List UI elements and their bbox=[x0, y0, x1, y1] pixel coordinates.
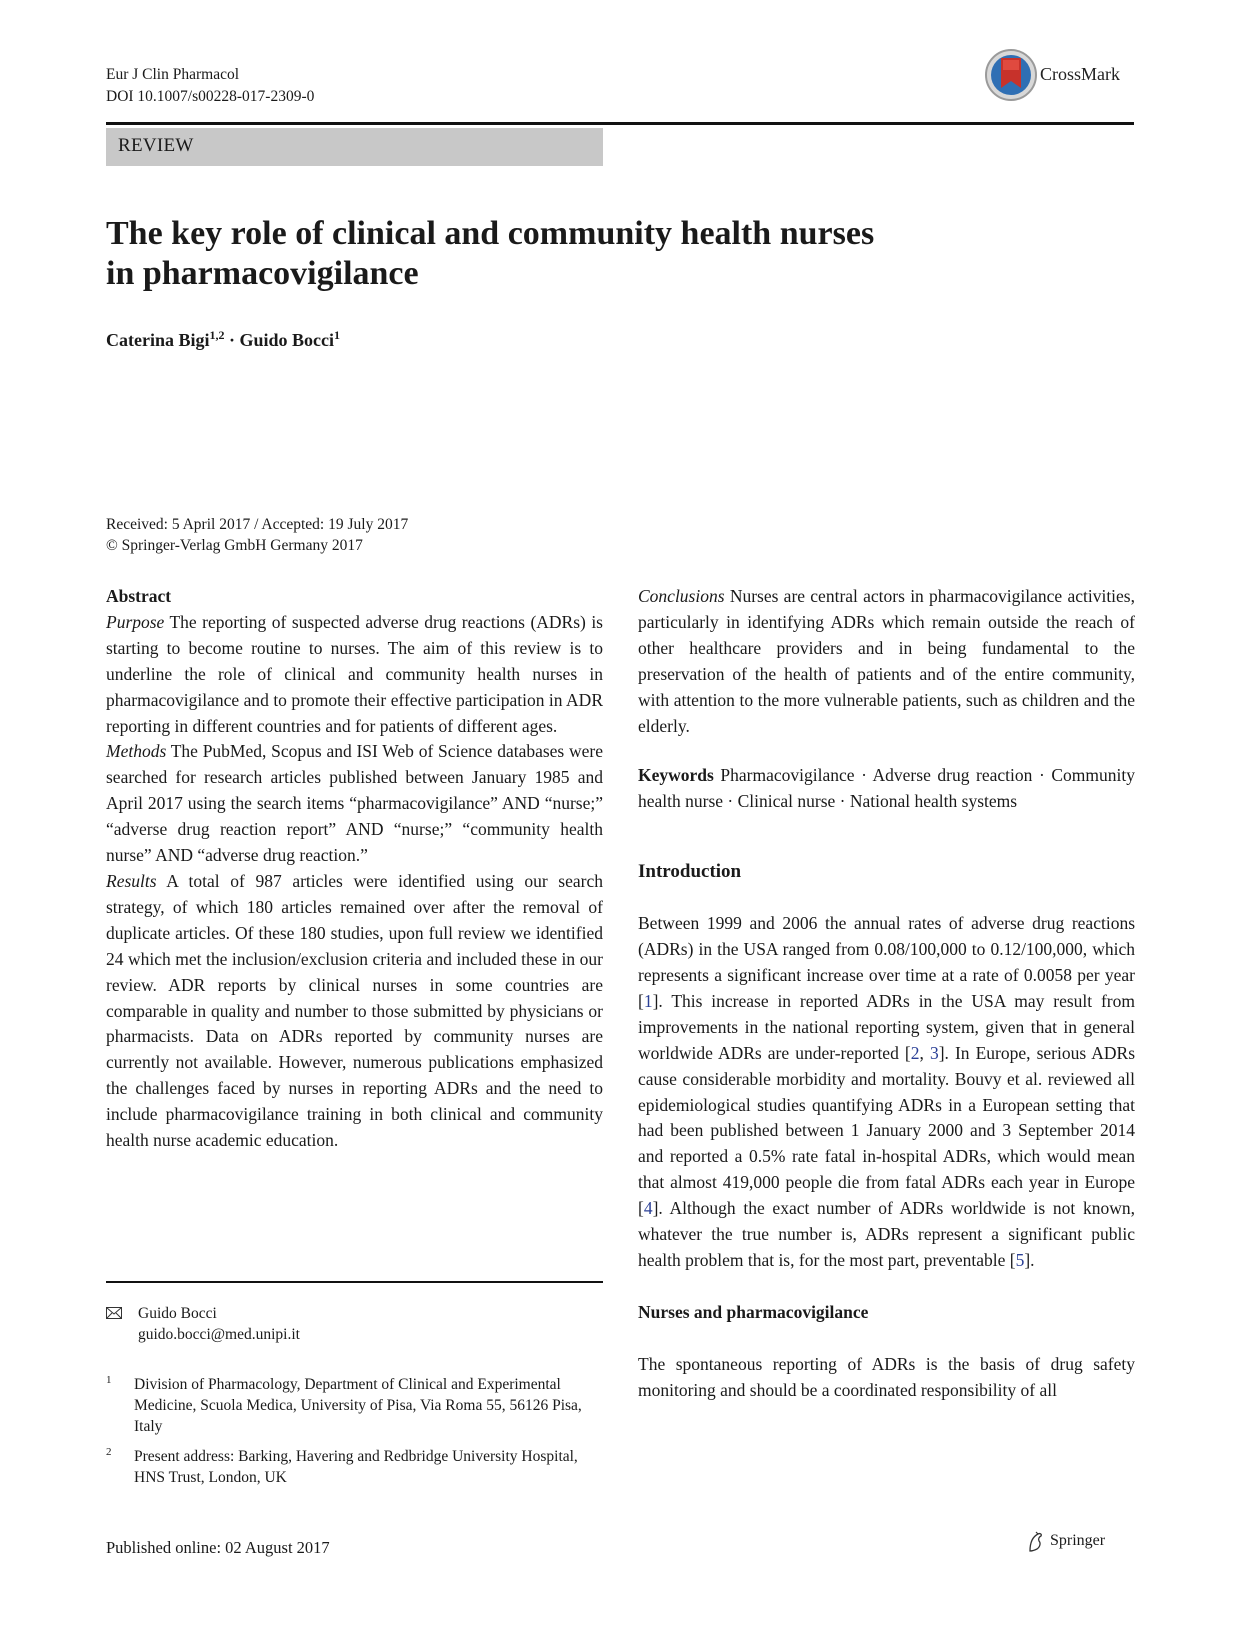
title-line-1: The key role of clinical and community health nurses bbox=[106, 215, 875, 252]
intro-text: ]. Although the exact number of ADRs worldwide is not known, whatever the true number is, ADRs represent a significant public health problem that is, for the most part, preventable [ bbox=[638, 1198, 1135, 1270]
purpose-label: Purpose bbox=[106, 611, 165, 632]
citation-link[interactable]: 1 bbox=[643, 990, 653, 1011]
methods-label: Methods bbox=[106, 741, 167, 762]
citation-link[interactable]: 5 bbox=[1015, 1249, 1025, 1270]
received-accepted: Received: 5 April 2017 / Accepted: 19 July 2017 bbox=[106, 516, 409, 533]
intro-text: , bbox=[919, 1042, 930, 1063]
affiliation-number: 2 bbox=[106, 1446, 112, 1458]
header-rule bbox=[106, 122, 1134, 125]
results-text: A total of 987 articles were identified using our search strategy, of which 180 articles remained over after the removal of duplicate articles. Of these 180 studies, upon full review we identified 24 which met the inclusion/exclusion criteria and included these in our review. ADR reports by clinical nurses in some countries are comparable in quality and number to those submitted by physicians or pharmacists. Data on ADRs reported by community nurses are currently not available. However, numerous publications emphasized the challenges faced by nurses in reporting ADRs and the need to include pharmacovigilance training in both clinical and community health nurse academic education. bbox=[106, 870, 603, 1151]
abstract-left-column bbox=[106, 584, 603, 1154]
intro-text: ]. This increase in reported ADRs in the USA may result from improvements in the national reporting system, given that in general worldwide ADRs are under-reported [ bbox=[638, 990, 1135, 1063]
correspondence-email[interactable]: guido.bocci@med.unipi.it bbox=[138, 1326, 300, 1343]
crossmark-badge[interactable] bbox=[985, 48, 1135, 106]
affiliation-text: Division of Pharmacology, Department of Clinical and Experimental Medicine, Scuola Medica, University of Pisa, Via Roma 55, 56126 Pisa, Italy bbox=[134, 1376, 582, 1435]
keywords bbox=[638, 763, 1135, 815]
envelope-icon bbox=[106, 1307, 122, 1319]
abstract-heading: Abstract bbox=[106, 586, 172, 606]
copyright: © Springer-Verlag GmbH Germany 2017 bbox=[106, 537, 363, 554]
author-list bbox=[106, 328, 340, 351]
affiliation bbox=[106, 1374, 606, 1437]
author-name[interactable]: Caterina Bigi bbox=[106, 330, 210, 350]
citation-link[interactable]: 3 bbox=[929, 1042, 939, 1063]
intro-text: ]. bbox=[1024, 1249, 1035, 1270]
author-affiliation-sup: 1,2 bbox=[209, 328, 225, 342]
article-dates bbox=[106, 514, 408, 556]
title-line-2: in pharmacovigilance bbox=[106, 255, 419, 292]
abstract-purpose bbox=[106, 610, 603, 740]
methods-text: The PubMed, Scopus and ISI Web of Science databases were searched for research articles published between January 1985 and April 2017 using the search items “pharmacovigilance” AND “nurse;” “adverse drug reaction report” AND “nurse;” “community health nurse” AND “adverse drug reaction.” bbox=[106, 741, 603, 866]
affiliation-text: Present address: Barking, Havering and Redbridge University Hospital, HNS Trust, London, UK bbox=[134, 1448, 578, 1486]
abstract-methods bbox=[106, 739, 603, 869]
article-type-band bbox=[106, 128, 603, 166]
intro-text: Between 1999 and 2006 the annual rates of adverse drug reactions (ADRs) in the USA ranged from 0.08/100,000 to 0.12/100,000, which represents a significant increase over time at a rate of 0.0058 per year [ bbox=[638, 913, 1135, 1011]
crossmark-label: CrossMark bbox=[1040, 64, 1120, 84]
right-column bbox=[638, 584, 1135, 1404]
doi[interactable]: DOI 10.1007/s00228-017-2309-0 bbox=[106, 88, 315, 105]
footnote-rule bbox=[106, 1281, 603, 1283]
introduction-paragraph bbox=[638, 911, 1135, 1274]
intro-text: ]. In Europe, serious ADRs cause considerable morbidity and mortality. Bouvy et al. reviewed all epidemiological studies quantifying ADRs in a European setting that had been published between 1 January 2000 and 3 September 2014 and reported a 0.5% rate fatal in-hospital ADRs, which would mean that almost 419,000 people die from fatal ADRs each year in Europe [ bbox=[638, 1042, 1136, 1219]
publisher-name: Springer bbox=[1050, 1532, 1106, 1549]
conclusions-label: Conclusions bbox=[638, 586, 725, 606]
citation-link[interactable]: 2 bbox=[910, 1042, 920, 1063]
article-title bbox=[106, 214, 1006, 294]
correspondence-name: Guido Bocci bbox=[138, 1305, 217, 1322]
nurses-section-heading: Nurses and pharmacovigilance bbox=[638, 1301, 869, 1322]
keywords-text: Pharmacovigilance · Adverse drug reaction · Community health nurse · Clinical nurse · National health systems bbox=[638, 765, 1135, 812]
purpose-text: The reporting of suspected adverse drug reactions (ADRs) is starting to become routine to nurses. The aim of this review is to underline the role of clinical and community health nurses in pharmacovigilance and to promote their effective participation in ADR reporting in different countries and for patients of different ages. bbox=[106, 611, 603, 736]
published-online: Published online: 02 August 2017 bbox=[106, 1538, 330, 1557]
publisher-logo bbox=[1050, 1532, 1105, 1550]
affiliation bbox=[106, 1446, 606, 1488]
abstract-conclusions bbox=[638, 584, 1135, 739]
crossmark-icon bbox=[985, 48, 1037, 106]
author-separator: · bbox=[229, 330, 236, 350]
affiliation-number: 1 bbox=[106, 1374, 112, 1386]
author-affiliation-sup: 1 bbox=[334, 328, 341, 342]
springer-horse-icon bbox=[1026, 1531, 1046, 1553]
results-label: Results bbox=[106, 870, 157, 891]
nurses-section-paragraph: The spontaneous reporting of ADRs is the basis of drug safety monitoring and should be a coordinated responsibility of all bbox=[638, 1353, 1135, 1400]
journal-info bbox=[106, 64, 314, 108]
citation-link[interactable]: 4 bbox=[643, 1198, 653, 1219]
correspondence bbox=[106, 1303, 300, 1345]
conclusions-text: Nurses are central actors in pharmacovigilance activities, particularly in identifying ADRs which remain outside the reach of other healthcare providers and in being fundamental to the preservation of the health of patients and of the entire community, with attention to the more vulnerable patients, such as children and the elderly. bbox=[638, 586, 1135, 736]
keywords-heading: Keywords bbox=[638, 765, 714, 786]
author-name[interactable]: Guido Bocci bbox=[239, 330, 335, 350]
abstract-results bbox=[106, 869, 603, 1154]
journal-name: Eur J Clin Pharmacol bbox=[106, 66, 240, 83]
article-type: REVIEW bbox=[118, 135, 194, 156]
introduction-heading: Introduction bbox=[638, 861, 742, 883]
